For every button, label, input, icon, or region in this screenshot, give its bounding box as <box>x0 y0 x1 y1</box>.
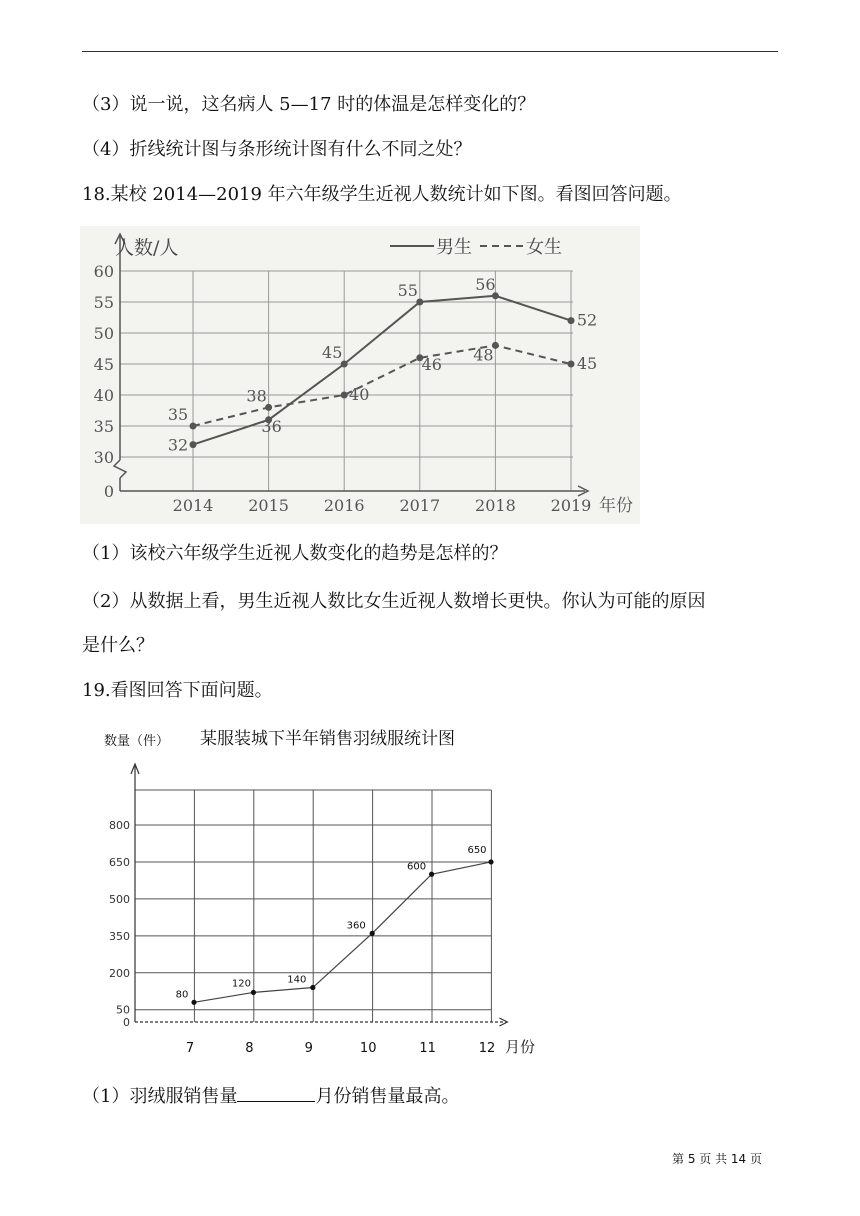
data-label: 56 <box>475 274 496 294</box>
y-tick-label: 800 <box>109 819 130 832</box>
myopia-line-chart <box>80 226 640 524</box>
x-tick-label: 2019 <box>550 496 592 515</box>
question-17-3: （3）说一说，这名病人 5—17 时的体温是怎样变化的？ <box>82 94 536 115</box>
x-tick-label: 9 <box>304 1041 313 1056</box>
x-tick-label: 12 <box>478 1041 496 1056</box>
x-axis-label: 月份 <box>505 1038 536 1056</box>
y-tick-label: 55 <box>93 293 114 312</box>
y-tick-label: 60 <box>93 262 114 281</box>
data-label: 40 <box>349 385 370 404</box>
chart-title: 某服装城下半年销售羽绒服统计图 <box>200 729 455 749</box>
legend-label: 男生 <box>436 237 472 258</box>
y-tick-label: 350 <box>109 929 130 943</box>
x-tick-label: 11 <box>419 1041 436 1056</box>
legend-label: 女生 <box>526 237 562 258</box>
question-18-1: （1）该校六年级学生近视人数变化的趋势是怎样的？ <box>82 543 508 564</box>
question-18-2-cont: 是什么？ <box>82 635 154 656</box>
y-tick-label: 30 <box>93 448 114 467</box>
data-label: 45 <box>322 343 343 362</box>
y-axis-label: 人数/人 <box>115 237 179 259</box>
y-tick-label: 0 <box>103 482 114 501</box>
page-footer: 第 5 页 共 14 页 <box>672 1152 762 1166</box>
data-label: 36 <box>261 416 282 436</box>
data-label: 600 <box>407 861 427 873</box>
y-tick-label: 650 <box>109 855 130 869</box>
y-tick-label: 45 <box>93 355 114 374</box>
x-tick-label: 2017 <box>399 496 441 515</box>
data-label: 55 <box>397 281 418 300</box>
question-19-1 <box>82 1083 459 1110</box>
y-tick-label: 200 <box>109 966 130 980</box>
x-tick-label: 2018 <box>475 496 516 515</box>
x-tick-label: 8 <box>245 1041 254 1056</box>
data-label: 650 <box>467 844 487 856</box>
data-label: 52 <box>576 310 598 330</box>
down-jacket-line-chart <box>100 718 560 1063</box>
y-axis-label: 数量（件） <box>104 734 170 749</box>
y-tick-label: 50 <box>93 324 114 343</box>
x-axis-label: 年份 <box>599 496 633 516</box>
data-label: 48 <box>473 345 494 365</box>
answer-blank[interactable] <box>237 1083 315 1102</box>
x-tick-label: 2014 <box>172 496 214 515</box>
data-point <box>190 423 197 430</box>
data-label: 45 <box>576 354 598 373</box>
question-18-2: （2）从数据上看，男生近视人数比女生近视人数增长更快。你认为可能的原因 <box>82 591 706 612</box>
data-label: 35 <box>167 405 189 424</box>
x-tick-label: 2016 <box>323 496 365 515</box>
data-label: 46 <box>421 354 442 374</box>
x-tick-label: 2015 <box>248 496 289 515</box>
data-label: 120 <box>231 978 251 990</box>
data-point <box>429 872 434 877</box>
data-label: 360 <box>346 920 366 932</box>
y-tick-label: 0 <box>123 1016 130 1029</box>
data-point <box>190 441 197 448</box>
data-point <box>370 931 375 936</box>
header-rule <box>82 51 778 52</box>
data-point <box>310 985 315 990</box>
data-point <box>488 859 493 864</box>
data-point <box>341 392 348 399</box>
data-label: 80 <box>175 989 189 1001</box>
data-point <box>251 990 256 995</box>
question-19-1-pre: （1）羽绒服销售量 <box>82 1086 238 1107</box>
question-18: 18.某校 2014—2019 年六年级学生近视人数统计如下图。看图回答问题。 <box>82 184 682 205</box>
y-tick-label: 50 <box>116 1003 130 1017</box>
data-label: 32 <box>167 435 189 455</box>
question-19: 19.看图回答下面问题。 <box>82 680 273 701</box>
y-tick-label: 40 <box>93 386 114 405</box>
data-label: 38 <box>246 386 267 406</box>
x-tick-label: 7 <box>185 1041 195 1056</box>
data-point <box>568 361 575 368</box>
data-point <box>568 317 575 324</box>
data-point <box>191 1000 196 1005</box>
y-tick-label: 500 <box>109 892 130 906</box>
question-17-4: （4）折线统计图与条形统计图有什么不同之处？ <box>82 139 472 160</box>
x-tick-label: 10 <box>359 1041 377 1056</box>
data-label: 140 <box>287 974 307 986</box>
y-tick-label: 35 <box>93 417 114 436</box>
question-19-1-post: 月份销售量最高。 <box>315 1086 460 1107</box>
